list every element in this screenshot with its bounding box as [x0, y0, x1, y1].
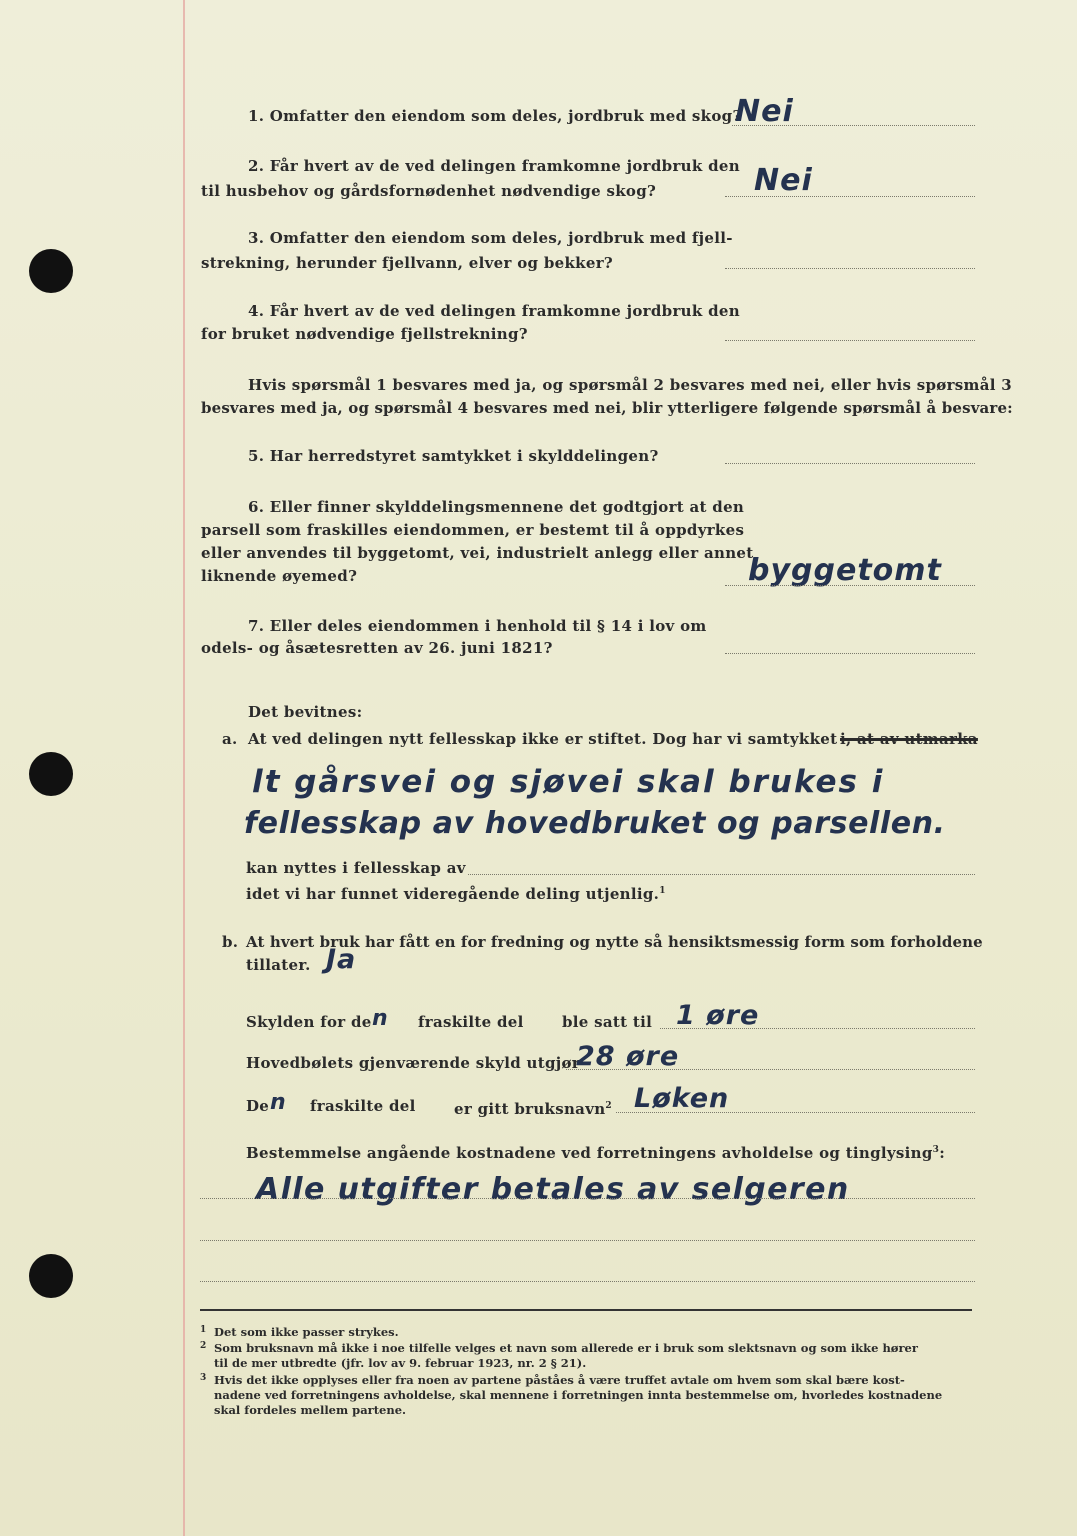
skyld-line-4-end: :	[939, 1144, 946, 1162]
attest-a-line-2: kan nyttes i fellesskap av	[246, 859, 466, 877]
skyld-line-3-fill	[616, 1112, 975, 1113]
skyld-line-2-fill	[566, 1069, 975, 1070]
question-6-line-2: parsell som fraskilles eiendommen, er bestemt til å oppdyrkes	[201, 521, 745, 539]
question-7-line-1: 7. Eller deles eiendommen i henhold til § 14 i lov om	[248, 617, 707, 635]
footnote-ref-3: 3	[932, 1145, 940, 1155]
skyld-line-4	[246, 1140, 945, 1163]
attest-a-line-2-fill	[468, 874, 975, 875]
footnote-1: Det som ikke passer strykes.	[214, 1325, 399, 1339]
question-2-answer: Nei	[754, 163, 813, 198]
attest-a-line-3-text: idet vi har funnet videregående deling utjenlig.	[246, 885, 660, 903]
question-7-answer-line	[725, 653, 975, 654]
footnote-2-line-2: til de mer utbredte (jfr. lov av 9. februar 1923, nr. 2 § 21).	[214, 1356, 587, 1370]
condition-line-2: besvares med ja, og spørsmål 4 besvares med nei, blir ytterligere følgende spørsmål å besvare:	[201, 399, 1013, 417]
costs-fill-line-3	[200, 1281, 975, 1282]
attest-a-handwritten-line-1: lt gårsvei og sjøvei skal brukes i	[252, 764, 885, 800]
question-4-line-2: for bruket nødvendige fjellstrekning?	[201, 325, 528, 343]
attest-a-handwritten-line-2: fellesskap av hovedbruket og parsellen.	[244, 806, 946, 841]
costs-fill-line-2	[200, 1240, 975, 1241]
question-5: 5. Har herredstyret samtykket i skylddelingen?	[248, 447, 659, 465]
skyld-line-4-answer: Alle utgifter betales av selgeren	[256, 1172, 850, 1207]
question-1: 1. Omfatter den eiendom som deles, jordbruk med skog?	[248, 107, 742, 125]
attest-b-label: b.	[222, 933, 239, 951]
question-3-line-1: 3. Omfatter den eiendom som deles, jordbruk med fjell-	[248, 229, 733, 247]
skyld-line-3-handwritten-n: n	[270, 1090, 287, 1115]
footnote-3-line-2: nadene ved forretningens avholdelse, skal mennene i forretningen innta bestemmelse om, hvorledes kostnadene	[214, 1388, 943, 1402]
question-6-answer: byggetomt	[748, 553, 942, 588]
question-7-line-2: odels- og åsætesretten av 26. juni 1821?	[201, 639, 553, 657]
skyld-line-1-fill	[660, 1028, 975, 1029]
skyld-line-3-b: fraskilte del	[310, 1097, 416, 1115]
footnote-3-line-3: skal fordeles mellem partene.	[214, 1403, 407, 1417]
skyld-line-3-c	[454, 1096, 612, 1119]
punch-hole-bottom	[29, 1254, 73, 1298]
question-1-answer: Nei	[735, 94, 794, 129]
skyld-line-1-c: ble satt til	[562, 1013, 653, 1031]
footnote-ref-1: 1	[659, 886, 666, 896]
question-5-answer-line	[725, 463, 975, 464]
footnote-1-number: 1	[200, 1325, 207, 1335]
skyld-line-1-answer: 1 øre	[676, 1000, 760, 1031]
attest-a-line-3	[246, 881, 666, 904]
costs-fill-line-1	[200, 1198, 975, 1199]
question-6-line-1: 6. Eller finner skylddelingsmennene det godtgjort at den	[248, 498, 745, 516]
footnote-2-line-1: Som bruksnavn må ikke i noe tilfelle velges et navn som allerede er i bruk som slektsnavn og som ikke hører	[214, 1341, 918, 1355]
question-1-answer-line	[732, 125, 975, 126]
attest-a-text: At ved delingen nytt fellesskap ikke er stiftet. Dog har vi samtykket	[248, 730, 838, 748]
attest-a-label: a.	[222, 730, 238, 748]
punch-hole-middle	[29, 752, 73, 796]
footnote-3-number: 3	[200, 1373, 207, 1383]
skyld-line-3-a: De	[246, 1097, 270, 1115]
question-2-line-1: 2. Får hvert av de ved delingen framkomne jordbruk den	[248, 157, 740, 175]
footnote-ref-2: 2	[605, 1101, 612, 1111]
footnote-3-line-1: Hvis det ikke opplyses eller fra noen av partene påståes å være truffet avtale om hvem som skal bære kost-	[214, 1373, 905, 1387]
skyld-line-1-a: Skylden for de	[246, 1013, 372, 1031]
margin-line	[183, 0, 185, 1536]
skyld-line-2: Hovedbølets gjenværende skyld utgjør	[246, 1054, 580, 1072]
footnote-2-number: 2	[200, 1341, 207, 1351]
question-3-line-2: strekning, herunder fjellvann, elver og bekker?	[201, 254, 613, 272]
condition-line-1: Hvis spørsmål 1 besvares med ja, og spørsmål 2 besvares med nei, eller hvis spørsmål 3	[248, 376, 1012, 394]
question-6-answer-line	[725, 585, 975, 586]
question-6-line-3: eller anvendes til byggetomt, vei, industrielt anlegg eller annet	[201, 544, 754, 562]
attest-b-line-2: tillater.	[246, 956, 311, 974]
attest-heading: Det bevitnes:	[248, 703, 363, 721]
skyld-line-1-b: fraskilte del	[418, 1013, 524, 1031]
skyld-line-3-answer: Løken	[634, 1083, 730, 1114]
question-2-answer-line	[725, 196, 975, 197]
attest-b-answer: Ja	[326, 944, 357, 975]
attest-a-struck-text: i, at av utmarka	[840, 730, 978, 748]
question-4-answer-line	[725, 340, 975, 341]
question-3-answer-line	[725, 268, 975, 269]
skyld-line-1-handwritten-n: n	[372, 1006, 389, 1031]
attest-b-line-1: At hvert bruk har fått en for fredning og nytte så hensiktsmessig form som forholdene	[246, 933, 983, 951]
skyld-line-4-text: Bestemmelse angående kostnadene ved forretningens avholdelse og tinglysing	[246, 1144, 933, 1162]
question-6-line-4: liknende øyemed?	[201, 567, 358, 585]
question-4-line-1: 4. Får hvert av de ved delingen framkomne jordbruk den	[248, 302, 740, 320]
question-2-line-2: til husbehov og gårdsfornødenhet nødvendige skog?	[201, 182, 657, 200]
punch-hole-top	[29, 249, 73, 293]
skyld-line-3-c-text: er gitt bruksnavn	[454, 1100, 606, 1118]
footnote-rule	[200, 1309, 972, 1311]
skyld-line-2-answer: 28 øre	[576, 1041, 680, 1072]
